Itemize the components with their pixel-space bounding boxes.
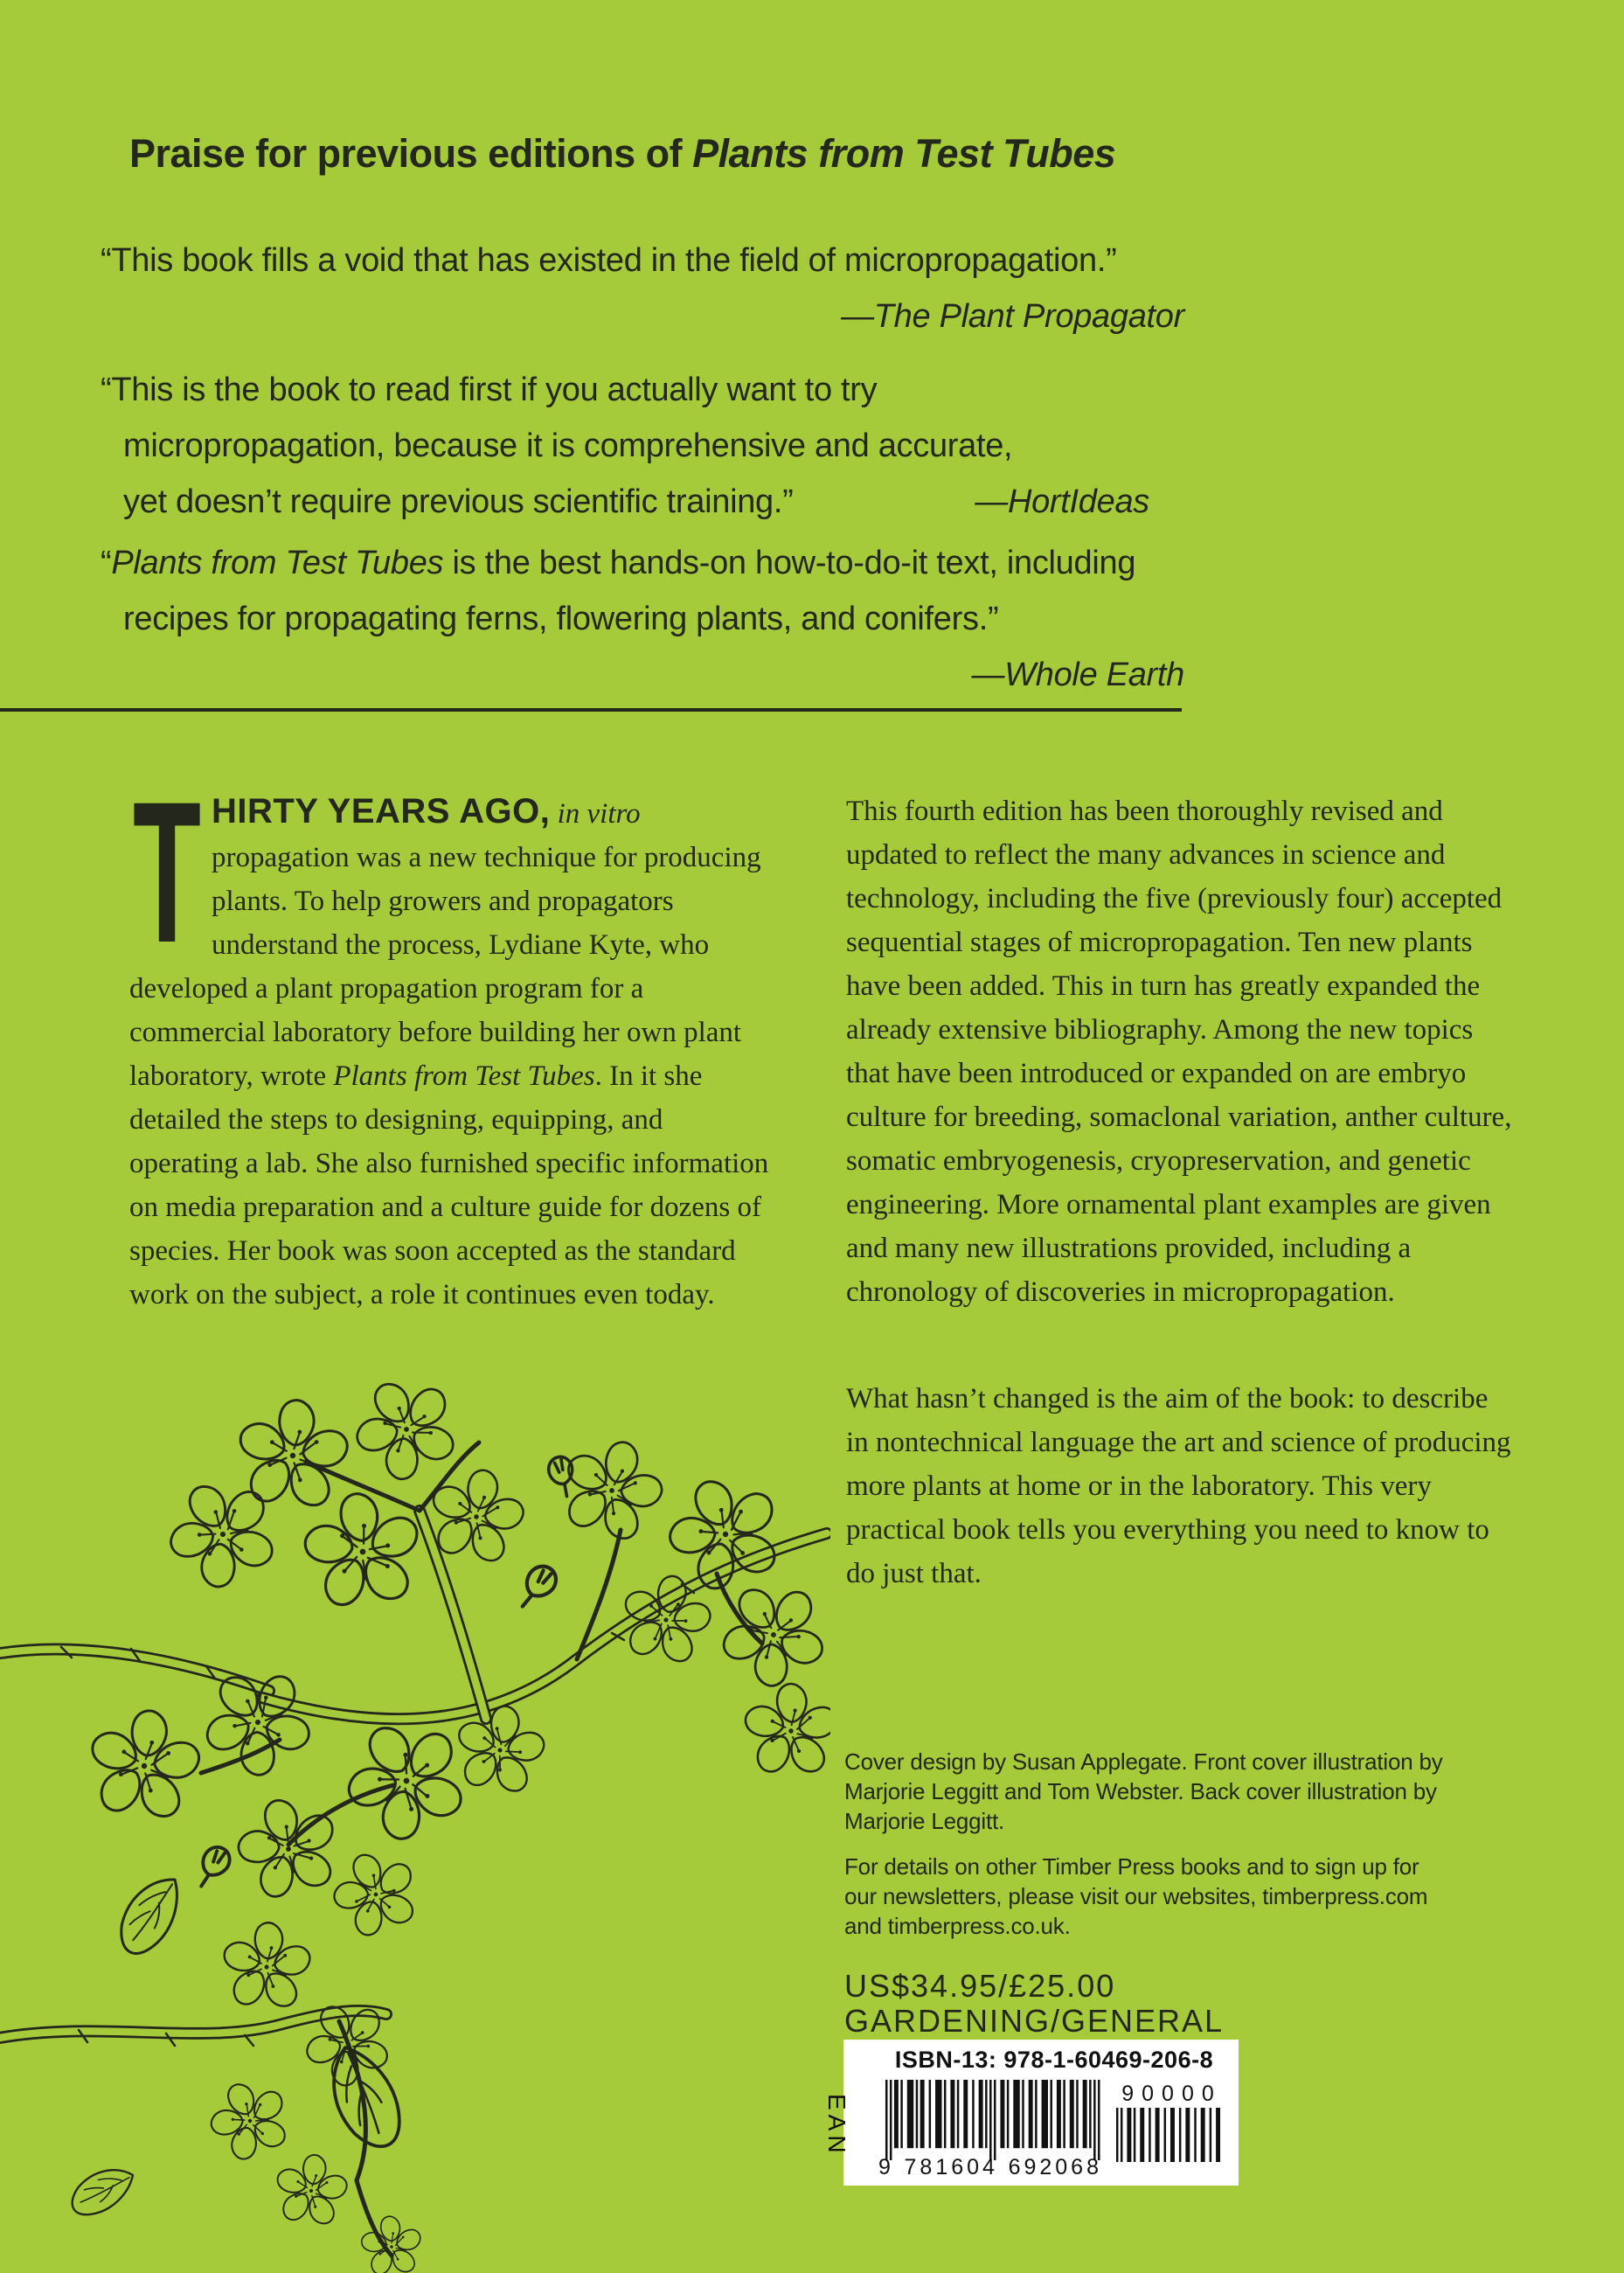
svg-text:T: T	[133, 760, 201, 984]
quote-text-rest: is the best hands-on how-to-do-it text, including	[443, 545, 1136, 581]
quote-plant-propagator	[101, 233, 1184, 344]
ean-vertical-label: EAN	[823, 2094, 850, 2158]
about-paragraph-aim: What hasn’t changed is the aim of the book: to describe in nontechnical language the art and science of producing more plants at home or in the laboratory. This very practical book tells you everything you need to know to do just that.	[846, 1383, 1511, 1589]
ean13-barcode	[885, 2080, 1102, 2160]
quote-text-line1	[101, 535, 1184, 591]
barcode-digits-left: 781604	[904, 2155, 998, 2179]
barcode-digits	[878, 2155, 1102, 2180]
about-paragraph-edition: This fourth edition has been thoroughly revised and updated to reflect the many advances in science and technology, including the five (previously four) accepted sequential stages of micropropagation. Ten new plants have been added. This in turn has greatly expanded the already extensive bibliography. Among the new topics that have been introduced or expanded on are embryo culture for breeding, somaclonal variation, anther culture, somatic embryogenesis, cryopreservation, and genetic engineering. More ornamental plant examples are given and many new illustrations provided, including a chronology of discoveries in micropropagation.	[846, 796, 1512, 1308]
about-column-left	[129, 760, 771, 1317]
quote-whole-earth	[101, 535, 1184, 703]
about-lead-paragraph	[129, 760, 771, 1317]
barcode-supplement-digits: 90000	[1121, 2082, 1222, 2106]
isbn-number: ISBN-13: 978-1-60469-206-8	[894, 2047, 1214, 2073]
quote-text-line2: micropropagation, because it is comprehensive and accurate,	[123, 427, 1013, 464]
quote-text-line3: yet doesn’t require previous scientific training.”	[123, 483, 794, 520]
supplement-barcode	[1116, 2108, 1225, 2162]
about-column-right	[846, 789, 1516, 1595]
praise-heading-book-title: Plants from Test Tubes	[692, 131, 1116, 176]
category: GARDENING/GENERAL	[844, 2003, 1225, 2039]
quote-text: “This book fills a void that has existed in the field of micropropagation.”	[101, 242, 1117, 279]
praise-heading-prefix: Praise for previous editions of	[129, 131, 693, 176]
quote-attribution: —The Plant Propagator	[841, 298, 1184, 335]
quote-attribution: —HortIdeas	[975, 483, 1149, 520]
lead-body-2: . In it she detailed the steps to designing, equipping, and operating a lab. She also furnished specific information on media preparation and a culture guide for dozens of species. Her book was soon accepted as the standard work on the subject, a role it continues even today.	[129, 1060, 769, 1310]
quote-open-mark: “	[101, 545, 112, 581]
credits-design: Cover design by Susan Applegate. Front cover illustration by Marjorie Leggitt and Tom Webster. Back cover illustration by Marjorie Leggitt.	[844, 1748, 1443, 1834]
blossom-branch-illustration	[0, 1355, 830, 2273]
barcode-digit-lead: 9	[878, 2155, 894, 2179]
quote-text-line2: recipes for propagating ferns, flowering plants, and conifers.”	[123, 601, 999, 637]
quote-hortideas	[101, 362, 1149, 530]
drop-cap	[129, 760, 205, 984]
latin-term: in vitro	[557, 798, 641, 830]
credits-block	[844, 1747, 1447, 1941]
lead-in-phrase: HIRTY YEARS AGO,	[212, 792, 551, 831]
isbn-barcode-panel	[823, 2040, 1239, 2186]
quote-text-line1: “This is the book to read first if you actually want to try	[101, 372, 878, 408]
quote-attribution: —Whole Earth	[971, 657, 1184, 693]
price: US$34.95/£25.00	[844, 1968, 1116, 2004]
lead-body-1: propagation was a new technique for producing plants. To help growers and propagators understand the process, Lydiane Kyte, who developed a plant propagation program for a commercial laboratory before building her own plant laboratory, wrote	[129, 842, 761, 1092]
pricing-block	[844, 1969, 1224, 2039]
quote-book-title: Plants from Test Tubes	[111, 545, 444, 581]
barcode-digits-right: 692068	[1008, 2155, 1102, 2179]
credits-publisher: For details on other Timber Press books and to sign up for our newsletters, please visit our websites, timberpress.com and timberpress.co.uk.	[844, 1853, 1428, 1939]
praise-heading	[129, 131, 1115, 177]
book-title-mention: Plants from Test Tubes	[333, 1060, 595, 1092]
divider-rule	[0, 708, 1182, 712]
